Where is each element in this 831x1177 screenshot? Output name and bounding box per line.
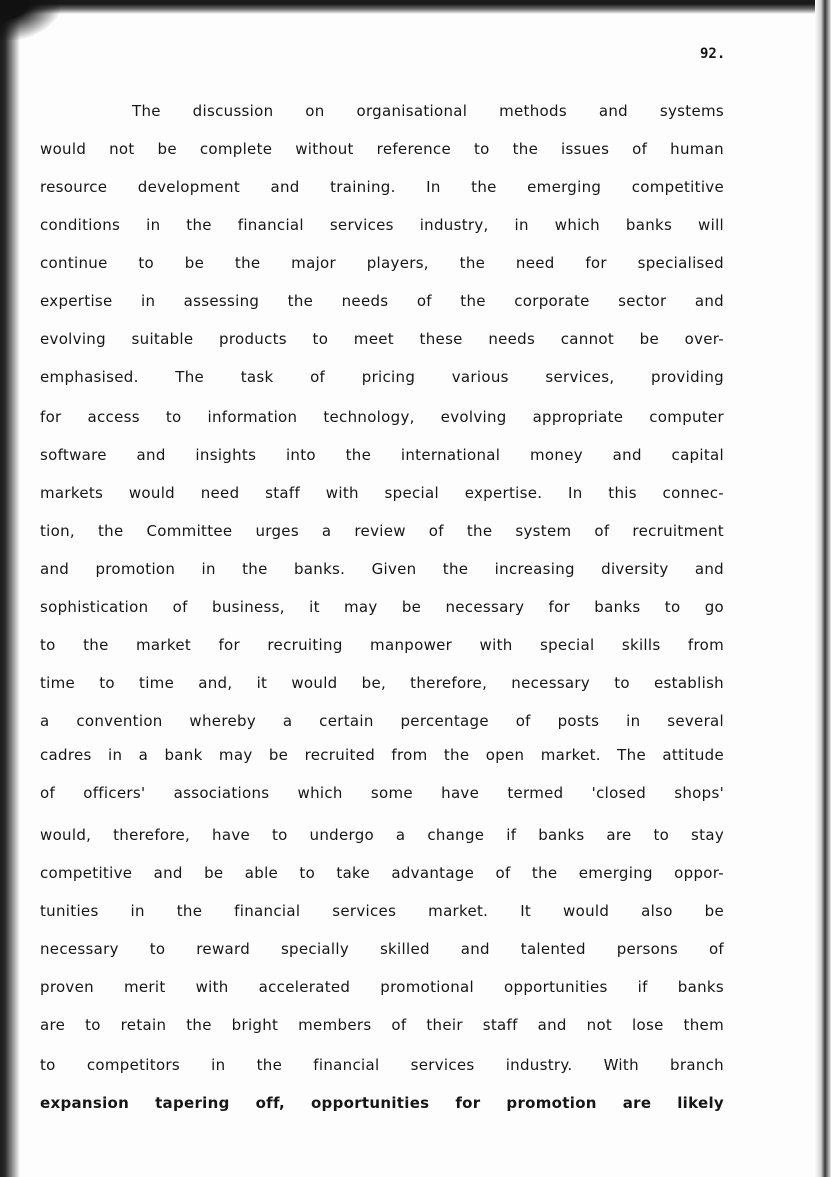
text-line-22: tunities in the financial services market. It would also be: [40, 902, 724, 920]
text-line-1: The discussion on organisational methods and systems: [132, 102, 724, 120]
text-line-25: are to retain the bright members of their staff and not lose them: [40, 1016, 724, 1034]
text-line-9: for access to information technology, evolving appropriate computer: [40, 408, 724, 426]
text-line-18: cadres in a bank may be recruited from the open market. The attitude: [40, 746, 724, 764]
text-line-8: emphasised. The task of pricing various services, providing: [40, 368, 724, 386]
scan-border-left: [0, 0, 20, 1177]
text-line-16: time to time and, it would be, therefore, necessary to establish: [40, 674, 724, 692]
page-number: 92.: [700, 46, 726, 62]
scan-corner-shadow: [0, 0, 60, 40]
text-line-24: proven merit with accelerated promotional opportunities if banks: [40, 978, 724, 996]
text-line-13: and promotion in the banks. Given the increasing diversity and: [40, 560, 724, 578]
text-line-4: conditions in the financial services industry, in which banks will: [40, 216, 724, 234]
text-line-20: would, therefore, have to undergo a change if banks are to stay: [40, 826, 724, 844]
text-line-19: of officers' associations which some have termed 'closed shops': [40, 784, 724, 802]
text-line-27: expansion tapering off, opportunities for promotion are likely: [40, 1094, 724, 1112]
text-line-7: evolving suitable products to meet these needs cannot be over-: [40, 330, 724, 348]
scan-border-right: [815, 0, 831, 1177]
text-line-10: software and insights into the international money and capital: [40, 446, 724, 464]
text-line-5: continue to be the major players, the need for specialised: [40, 254, 724, 272]
text-line-26: to competitors in the financial services industry. With branch: [40, 1056, 724, 1074]
text-line-11: markets would need staff with special expertise. In this connec-: [40, 484, 724, 502]
text-line-2: would not be complete without reference to the issues of human: [40, 140, 724, 158]
text-line-23: necessary to reward specially skilled and talented persons of: [40, 940, 724, 958]
text-line-14: sophistication of business, it may be necessary for banks to go: [40, 598, 724, 616]
text-line-6: expertise in assessing the needs of the corporate sector and: [40, 292, 724, 310]
scan-border-top: [0, 0, 831, 14]
text-line-21: competitive and be able to take advantage of the emerging oppor-: [40, 864, 724, 882]
text-line-12: tion, the Committee urges a review of the system of recruitment: [40, 522, 724, 540]
text-line-15: to the market for recruiting manpower with special skills from: [40, 636, 724, 654]
text-line-17: a convention whereby a certain percentage of posts in several: [40, 712, 724, 730]
text-line-3: resource development and training. In the emerging competitive: [40, 178, 724, 196]
